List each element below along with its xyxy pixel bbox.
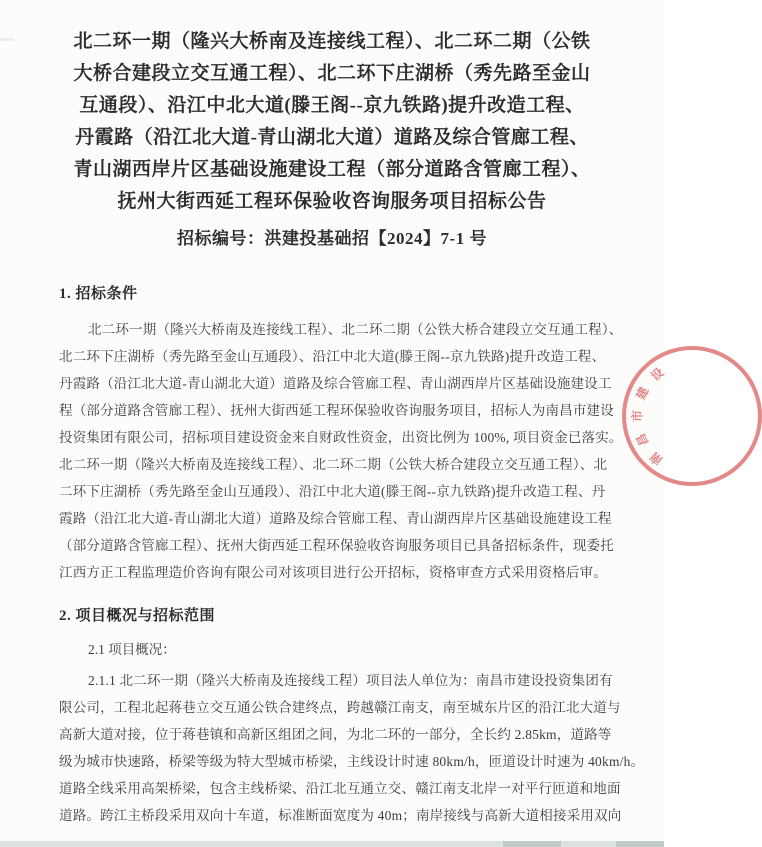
paragraph-line: 投资集团有限公司，招标项目建设资金来自财政性资金，出资比例为 100%, 项目资金已落实。: [59, 430, 623, 445]
section-1-paragraph: [59, 316, 623, 586]
seal-character: 建: [633, 384, 652, 402]
scan-smudge: [503, 841, 561, 847]
paragraph-line: （部分道路含管廊工程）、抚州大街西延工程环保验收咨询服务项目已具备招标条件，现委托: [59, 538, 614, 553]
document-title: [0, 0, 664, 252]
paragraph-line: 高新大道对接，位于蒋巷镇和高新区组团之间，为北二环的一部分，全长约 2.85km，道路等: [59, 727, 612, 742]
scan-artifact: [0, 38, 14, 41]
paragraph-line: 2.1.1 北二环一期（隆兴大桥南及连接线工程）项目法人单位为：南昌市建设投资集团有: [88, 673, 613, 688]
paragraph-line: 道路全线采用高架桥梁，包含主线桥梁、沿江北互通立交、赣江南支北岸一对平行匝道和地面: [59, 781, 621, 796]
section-2-1-subheading: 2.1 项目概况：: [88, 642, 176, 657]
scan-edge-shadow: [0, 841, 664, 847]
title-line-2: 大桥合建段立交互通工程）、北二环下庄湖桥（秀先路至金山: [73, 63, 591, 84]
paragraph-line: 江西方正工程监理造价咨询有限公司对该项目进行公开招标，资格审查方式采用资格后审。: [59, 565, 607, 580]
paragraph-line: 二环下庄湖桥（秀先路至金山互通段）、沿江中北大道(滕王阁--京九铁路)提升改造工程、丹: [59, 484, 606, 499]
paragraph-line: 限公司，工程北起蒋巷立交互通公铁合建终点，跨越赣江南支，南至城东片区的沿江北大道与: [59, 700, 621, 715]
scan-smudge: [616, 841, 664, 847]
seal-character: 设: [648, 365, 667, 384]
title-line-3: 互通段）、沿江中北大道(滕王阁--京九铁路)提升改造工程、: [79, 95, 585, 116]
seal-character: 市: [630, 409, 645, 423]
paragraph-line: 道路。跨江主桥段采用双向十车道，标准断面宽度为 40m；南岸接线与高新大道相接采用双向: [59, 808, 622, 823]
title-line-4: 丹霞路（沿江北大道-青山湖北大道）道路及综合管廊工程、: [75, 127, 589, 148]
paragraph-line: 丹霞路（沿江北大道-青山湖北大道）道路及综合管廊工程、青山湖西岸片区基础设施建设工: [59, 376, 612, 391]
title-line-5: 青山湖西岸片区基础设施建设工程（部分道路含管廊工程）、: [73, 159, 591, 180]
seal-character: 昌: [633, 431, 652, 449]
paragraph-line: 级为城市快速路，桥梁等级为特大型城市桥梁，主线设计时速 80km/h，匝道设计时速为 40km/h。: [59, 754, 645, 769]
paragraph-line: 北二环一期（隆兴大桥南及连接线工程）、北二环二期（公铁大桥合建段立交互通工程）、北: [59, 457, 608, 472]
title-line-1: 北二环一期（隆兴大桥南及连接线工程）、北二环二期（公铁: [73, 31, 591, 52]
section-2-1-1-paragraph: [59, 667, 645, 829]
paragraph-line: 霞路（沿江北大道-青山湖北大道）道路及综合管廊工程、青山湖西岸片区基础设施建设工程: [59, 511, 612, 526]
title-line-6: 抚州大街西延工程环保验收咨询服务项目招标公告: [117, 191, 547, 212]
paragraph-line: 北二环一期（隆兴大桥南及连接线工程）、北二环二期（公铁大桥合建段立交互通工程）、: [88, 322, 623, 337]
paragraph-line: 北二环下庄湖桥（秀先路至金山互通段）、沿江中北大道(滕王阁--京九铁路)提升改造工程、: [59, 349, 606, 364]
tender-number: 招标编号：洪建投基础招【2024】7-1 号: [177, 229, 487, 248]
document-body: [0, 284, 664, 829]
seal-character: 南: [647, 449, 666, 468]
section-1-heading: 1. 招标条件: [59, 286, 138, 302]
paragraph-line: 程（部分道路含管廊工程）、抚州大街西延工程环保验收咨询服务项目，招标人为南昌市建设: [59, 403, 614, 418]
section-2-heading: 2. 项目概况与招标范围: [59, 608, 216, 624]
